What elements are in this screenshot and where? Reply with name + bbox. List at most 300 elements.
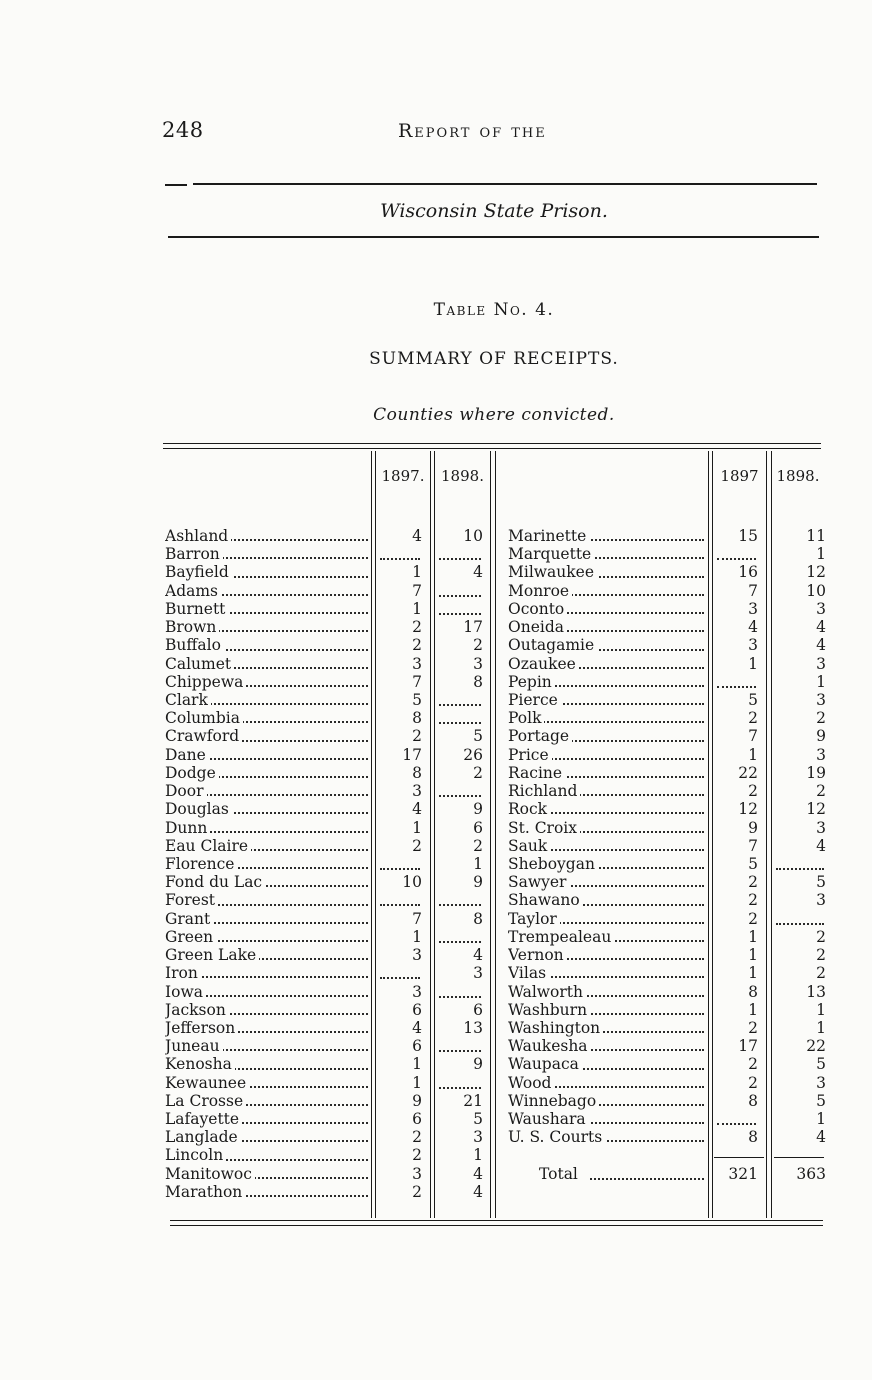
left-row-county: [165, 891, 368, 909]
left-row-blank-1897: [380, 558, 420, 560]
county-name: Manitowoc: [165, 1165, 255, 1183]
table-top-rule-1: [163, 443, 821, 444]
right-row-county: [508, 545, 704, 563]
left-row-county: [165, 910, 368, 928]
left-row-county: [165, 873, 368, 891]
left-row-value-1897: 7: [412, 581, 422, 600]
header-right-1897: 1897: [720, 467, 759, 485]
right-row-county: [508, 873, 704, 891]
county-name: Forest: [165, 891, 218, 909]
left-row-value-1898: 13: [463, 1018, 483, 1037]
county-name: Polk: [508, 709, 544, 727]
county-name: Dunn: [165, 819, 210, 837]
right-row-value-1898: 3: [816, 1073, 826, 1092]
right-row-county: [508, 1001, 704, 1019]
left-row-value-1897: 8: [412, 709, 422, 728]
right-row-county: [508, 891, 704, 909]
county-name: La Crosse: [165, 1092, 246, 1110]
table-title: SUMMARY OF RECEIPTS.: [369, 349, 619, 369]
right-row-county: [508, 928, 704, 946]
right-row-county: [508, 819, 704, 837]
left-row-county: [165, 1074, 368, 1092]
right-row-value-1898: 2: [816, 709, 826, 728]
left-row-value-1898: 9: [473, 873, 483, 892]
left-row-blank-1898: [439, 941, 481, 943]
county-name: Jefferson: [165, 1019, 238, 1037]
right-row-value-1898: 11: [806, 527, 826, 545]
left-row-county: [165, 983, 368, 1001]
right-row-value-1897: 22: [738, 763, 758, 782]
institution-title: Wisconsin State Prison.: [380, 200, 608, 222]
right-row-county: [508, 673, 704, 691]
county-name: Sawyer: [508, 873, 569, 891]
right-row-value-1897: 1: [748, 1000, 758, 1019]
county-name: Calumet: [165, 655, 234, 673]
column-divider: [495, 451, 496, 1218]
county-name: Wood: [508, 1074, 554, 1092]
left-row-county: [165, 782, 368, 800]
right-row-value-1898: 2: [816, 782, 826, 801]
right-row-value-1898: 1: [816, 1110, 826, 1129]
left-row-blank-1898: [439, 613, 481, 615]
county-name: Marquette: [508, 545, 594, 563]
right-row-county: [508, 691, 704, 709]
right-row-value-1897: 1: [748, 946, 758, 965]
right-row-value-1897: 1: [748, 654, 758, 673]
right-row-value-1897: 1: [748, 927, 758, 946]
left-row-value-1898: 9: [473, 1055, 483, 1074]
left-row-county: [165, 709, 368, 727]
left-row-value-1898: 4: [473, 563, 483, 582]
left-row-county: [165, 582, 368, 600]
left-row-county: [165, 545, 368, 563]
right-row-value-1898: 1: [816, 545, 826, 564]
left-row-county: [165, 1110, 368, 1128]
right-row-value-1897: 2: [748, 782, 758, 801]
county-name: Vilas: [508, 964, 549, 982]
right-row-value-1898: 3: [816, 818, 826, 837]
total-rule-1897: [714, 1157, 764, 1158]
left-row-county: [165, 800, 368, 818]
right-row-value-1897: 7: [748, 836, 758, 855]
right-row-value-1897: 5: [748, 854, 758, 873]
left-row-blank-1898: [439, 595, 481, 597]
county-name: Richland: [508, 782, 580, 800]
right-row-county: [508, 582, 704, 600]
county-name: Oconto: [508, 600, 567, 618]
left-row-county: [165, 655, 368, 673]
left-row-value-1897: 4: [412, 1018, 422, 1037]
left-row-value-1897: 3: [412, 982, 422, 1001]
right-row-value-1898: 1: [816, 672, 826, 691]
right-row-value-1897: 3: [748, 636, 758, 655]
county-name: Buffalo: [165, 636, 224, 654]
left-row-value-1898: 6: [473, 818, 483, 837]
institution-rule: [168, 236, 819, 238]
county-name: Pierce: [508, 691, 561, 709]
right-row-value-1897: 9: [748, 818, 758, 837]
table-bottom-rule-2: [170, 1225, 823, 1226]
left-row-value-1897: 5: [412, 690, 422, 709]
right-row-value-1898: 5: [816, 1091, 826, 1110]
right-row-value-1898: 12: [806, 563, 826, 582]
right-row-county: [508, 527, 704, 545]
left-row-value-1897: 1: [412, 1055, 422, 1074]
left-row-value-1897: 6: [412, 1000, 422, 1019]
left-row-value-1897: 10: [402, 873, 422, 892]
county-name: Vernon: [508, 946, 567, 964]
left-row-value-1898: 10: [463, 527, 483, 545]
county-name: Marathon: [165, 1183, 245, 1201]
left-row-value-1897: 1: [412, 927, 422, 946]
left-row-value-1898: 4: [473, 1182, 483, 1201]
left-row-value-1898: 3: [473, 1128, 483, 1147]
county-name: Monroe: [508, 582, 572, 600]
header-left-1897: 1897.: [381, 467, 425, 485]
right-row-county: [508, 764, 704, 782]
right-row-blank-1897: [717, 1123, 756, 1125]
right-row-county: [508, 946, 704, 964]
left-row-blank-1897: [380, 904, 420, 906]
county-name: Iowa: [165, 983, 206, 1001]
county-name: Lincoln: [165, 1146, 226, 1164]
county-name: Oneida: [508, 618, 567, 636]
left-row-value-1897: 4: [412, 800, 422, 819]
right-row-value-1898: 13: [806, 982, 826, 1001]
right-row-value-1898: 9: [816, 727, 826, 746]
left-row-value-1898: 5: [473, 727, 483, 746]
left-row-value-1898: 17: [463, 618, 483, 637]
county-name: Dane: [165, 746, 209, 764]
right-row-value-1897: 2: [748, 1018, 758, 1037]
left-row-value-1897: 7: [412, 909, 422, 928]
right-row-value-1897: 3: [748, 599, 758, 618]
left-row-blank-1898: [439, 722, 481, 724]
county-name: Milwaukee: [508, 563, 597, 581]
right-row-value-1897: 12: [738, 800, 758, 819]
county-name: Marinette: [508, 527, 589, 545]
county-name: Washington: [508, 1019, 603, 1037]
left-row-county: [165, 1037, 368, 1055]
left-row-value-1898: 1: [473, 1146, 483, 1165]
county-name: Waushara: [508, 1110, 589, 1128]
column-divider: [766, 451, 767, 1218]
right-row-county: [508, 709, 704, 727]
right-row-value-1897: 15: [738, 527, 758, 545]
county-name: Green Lake: [165, 946, 259, 964]
left-row-value-1897: 17: [402, 745, 422, 764]
left-row-blank-1898: [439, 704, 481, 706]
county-name: Taylor: [508, 910, 560, 928]
right-row-value-1897: 1: [748, 964, 758, 983]
right-row-value-1898: 22: [806, 1037, 826, 1056]
left-row-county: [165, 563, 368, 581]
left-row-county: [165, 727, 368, 745]
county-name: Waupaca: [508, 1055, 582, 1073]
column-divider: [371, 451, 372, 1218]
right-row-value-1897: 2: [748, 709, 758, 728]
right-row-county: [508, 782, 704, 800]
left-row-value-1898: 2: [473, 763, 483, 782]
left-row-county: [165, 636, 368, 654]
table-subtitle: Counties where convicted.: [373, 405, 615, 425]
total-leader: [590, 1178, 704, 1180]
right-row-value-1897: 16: [738, 563, 758, 582]
left-row-county: [165, 746, 368, 764]
running-head: Report of the: [398, 120, 547, 142]
right-row-value-1898: 5: [816, 873, 826, 892]
header-right-1898: 1898.: [776, 467, 820, 485]
right-row-value-1898: 3: [816, 654, 826, 673]
county-name: Crawford: [165, 727, 242, 745]
county-name: Fond du Lac: [165, 873, 265, 891]
right-row-value-1898: 5: [816, 1055, 826, 1074]
left-row-value-1898: 6: [473, 1000, 483, 1019]
county-name: Lafayette: [165, 1110, 242, 1128]
county-name: Langlade: [165, 1128, 241, 1146]
right-row-county: [508, 855, 704, 873]
left-row-blank-1898: [439, 904, 481, 906]
right-row-county: [508, 746, 704, 764]
county-name: Columbia: [165, 709, 243, 727]
left-row-value-1898: 2: [473, 636, 483, 655]
county-name: Eau Claire: [165, 837, 251, 855]
left-row-value-1898: 8: [473, 672, 483, 691]
left-row-county: [165, 1019, 368, 1037]
left-row-county: [165, 1001, 368, 1019]
left-row-value-1897: 8: [412, 763, 422, 782]
left-row-county: [165, 964, 368, 982]
county-name: Burnett: [165, 600, 228, 618]
right-row-value-1897: 2: [748, 891, 758, 910]
total-1898: 363: [796, 1165, 826, 1183]
county-name: St. Croix: [508, 819, 580, 837]
county-name: Outagamie: [508, 636, 597, 654]
right-row-value-1897: 5: [748, 690, 758, 709]
right-row-value-1898: 2: [816, 946, 826, 965]
left-row-county: [165, 527, 368, 545]
right-row-blank-1898: [776, 923, 824, 925]
county-name: Kewaunee: [165, 1074, 249, 1092]
left-row-value-1897: 2: [412, 836, 422, 855]
right-row-value-1898: 4: [816, 618, 826, 637]
county-name: Portage: [508, 727, 572, 745]
county-name: Racine: [508, 764, 565, 782]
right-row-value-1898: 2: [816, 964, 826, 983]
right-row-blank-1897: [717, 686, 756, 688]
total-1897: 321: [728, 1165, 758, 1183]
county-name: Dodge: [165, 764, 219, 782]
county-name: Sheboygan: [508, 855, 598, 873]
total-rule-1898: [774, 1157, 824, 1158]
left-row-value-1897: 1: [412, 599, 422, 618]
right-row-value-1897: 7: [748, 727, 758, 746]
left-row-value-1898: 5: [473, 1110, 483, 1129]
left-row-blank-1898: [439, 1087, 481, 1089]
right-row-county: [508, 727, 704, 745]
county-name: Clark: [165, 691, 211, 709]
left-row-value-1897: 9: [412, 1091, 422, 1110]
left-row-value-1898: 26: [463, 745, 483, 764]
left-row-county: [165, 928, 368, 946]
left-row-county: [165, 1165, 368, 1183]
right-row-value-1898: 1: [816, 1000, 826, 1019]
county-name: Pepin: [508, 673, 555, 691]
right-row-blank-1897: [717, 558, 756, 560]
column-divider: [490, 451, 491, 1218]
left-row-value-1898: 4: [473, 1164, 483, 1183]
right-row-county: [508, 636, 704, 654]
left-row-value-1897: 1: [412, 1073, 422, 1092]
left-row-value-1897: 3: [412, 946, 422, 965]
county-name: Barron: [165, 545, 223, 563]
right-row-county: [508, 983, 704, 1001]
left-row-value-1897: 2: [412, 1128, 422, 1147]
county-name: Washburn: [508, 1001, 590, 1019]
county-name: Adams: [165, 582, 221, 600]
right-row-value-1897: 2: [748, 1055, 758, 1074]
county-name: Waukesha: [508, 1037, 591, 1055]
county-name: Green: [165, 928, 216, 946]
left-row-value-1897: 6: [412, 1037, 422, 1056]
county-name: Grant: [165, 910, 213, 928]
right-row-value-1897: 2: [748, 1073, 758, 1092]
right-row-value-1897: 8: [748, 1128, 758, 1147]
left-row-value-1897: 6: [412, 1110, 422, 1129]
left-row-value-1898: 3: [473, 964, 483, 983]
header-left-1898: 1898.: [441, 467, 484, 485]
right-row-county: [508, 964, 704, 982]
county-name: Trempealeau: [508, 928, 614, 946]
left-row-value-1897: 2: [412, 727, 422, 746]
county-name: Winnebago: [508, 1092, 599, 1110]
right-row-value-1897: 7: [748, 581, 758, 600]
top-rule-short: [165, 184, 187, 186]
right-row-value-1898: 4: [816, 1128, 826, 1147]
left-row-value-1898: 3: [473, 654, 483, 673]
left-row-county: [165, 1055, 368, 1073]
left-row-county: [165, 1183, 368, 1201]
left-row-value-1897: 4: [412, 527, 422, 545]
right-row-value-1898: 3: [816, 891, 826, 910]
left-row-value-1898: 21: [463, 1091, 483, 1110]
left-row-blank-1898: [439, 795, 481, 797]
left-row-value-1897: 2: [412, 636, 422, 655]
left-row-value-1898: 1: [473, 854, 483, 873]
left-row-blank-1897: [380, 868, 420, 870]
county-name: Douglas: [165, 800, 232, 818]
right-row-county: [508, 800, 704, 818]
county-name: Chippewa: [165, 673, 246, 691]
county-name: Sauk: [508, 837, 550, 855]
right-row-value-1898: 4: [816, 636, 826, 655]
right-row-county: [508, 837, 704, 855]
county-name: Kenosha: [165, 1055, 235, 1073]
right-row-value-1898: 4: [816, 836, 826, 855]
right-row-county: [508, 563, 704, 581]
right-row-value-1898: 12: [806, 800, 826, 819]
right-row-value-1898: 1: [816, 1018, 826, 1037]
right-row-value-1897: 8: [748, 982, 758, 1001]
left-row-county: [165, 1146, 368, 1164]
left-row-county: [165, 819, 368, 837]
total-label: Total: [539, 1165, 578, 1183]
left-row-value-1897: 2: [412, 1146, 422, 1165]
left-row-blank-1898: [439, 1050, 481, 1052]
left-row-value-1897: 7: [412, 672, 422, 691]
county-name: Brown: [165, 618, 219, 636]
right-row-value-1898: 3: [816, 745, 826, 764]
right-row-county: [508, 618, 704, 636]
right-row-value-1898: 3: [816, 690, 826, 709]
left-row-value-1897: 3: [412, 654, 422, 673]
page-number: 248: [162, 118, 204, 142]
county-name: Shawano: [508, 891, 583, 909]
right-row-county: [508, 1019, 704, 1037]
right-row-value-1898: 19: [806, 763, 826, 782]
county-name: U. S. Courts: [508, 1128, 605, 1146]
county-name: Rock: [508, 800, 550, 818]
left-row-county: [165, 946, 368, 964]
right-row-county: [508, 655, 704, 673]
county-name: Price: [508, 746, 552, 764]
right-row-value-1898: 10: [806, 581, 826, 600]
right-row-value-1897: 17: [738, 1037, 758, 1056]
left-row-county: [165, 600, 368, 618]
left-row-value-1897: 1: [412, 818, 422, 837]
column-divider: [708, 451, 709, 1218]
right-row-value-1897: 2: [748, 909, 758, 928]
county-name: Jackson: [165, 1001, 229, 1019]
right-row-county: [508, 1128, 704, 1146]
left-row-value-1898: 8: [473, 909, 483, 928]
column-divider: [430, 451, 431, 1218]
left-row-county: [165, 837, 368, 855]
table-top-rule-2: [163, 448, 821, 449]
left-row-county: [165, 1092, 368, 1110]
county-name: Iron: [165, 964, 201, 982]
left-row-value-1898: 9: [473, 800, 483, 819]
left-row-value-1897: 3: [412, 782, 422, 801]
right-row-county: [508, 600, 704, 618]
right-row-value-1897: 2: [748, 873, 758, 892]
right-row-county: [508, 1074, 704, 1092]
left-row-county: [165, 855, 368, 873]
left-row-value-1897: 2: [412, 1182, 422, 1201]
right-row-county: [508, 910, 704, 928]
county-name: Ashland: [165, 527, 231, 545]
left-row-county: [165, 618, 368, 636]
left-row-value-1897: 2: [412, 618, 422, 637]
right-row-value-1897: 8: [748, 1091, 758, 1110]
left-row-blank-1898: [439, 996, 481, 998]
left-row-county: [165, 764, 368, 782]
right-row-county: [508, 1092, 704, 1110]
left-row-value-1897: 1: [412, 563, 422, 582]
table-bottom-rule-1: [170, 1220, 823, 1221]
left-row-county: [165, 673, 368, 691]
county-name: Ozaukee: [508, 655, 579, 673]
left-row-blank-1897: [380, 977, 420, 979]
left-row-value-1897: 3: [412, 1164, 422, 1183]
right-row-county: [508, 1055, 704, 1073]
left-row-blank-1898: [439, 558, 481, 560]
right-row-county: [508, 1110, 704, 1128]
county-name: Juneau: [165, 1037, 223, 1055]
table-number: Table No. 4.: [433, 300, 555, 320]
right-row-value-1898: 3: [816, 599, 826, 618]
right-row-value-1897: 1: [748, 745, 758, 764]
